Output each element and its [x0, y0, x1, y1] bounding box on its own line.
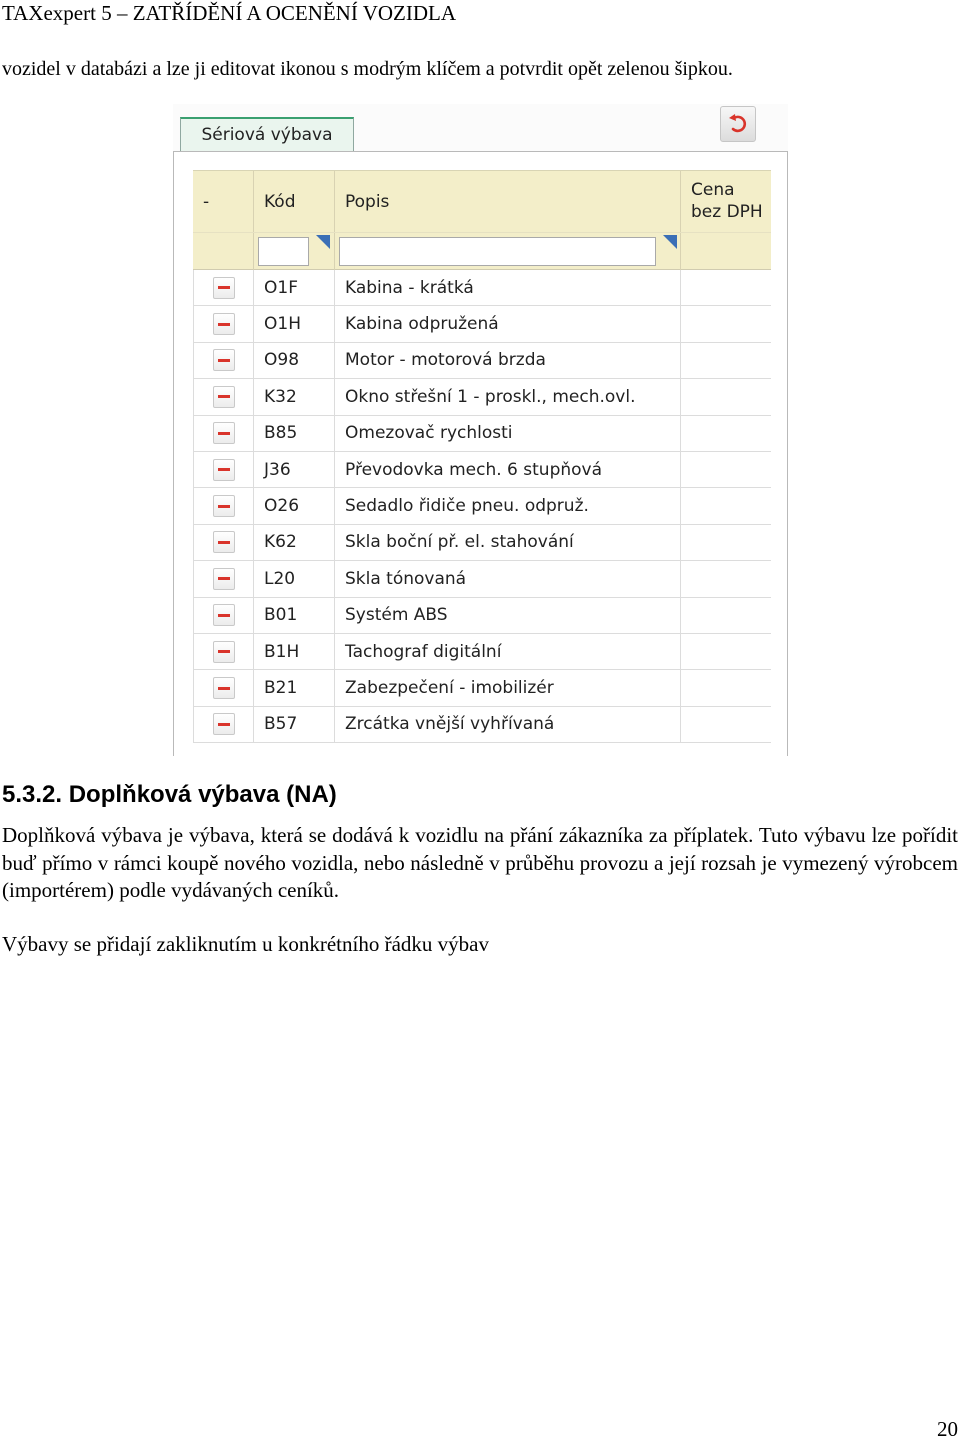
description-cell: Tachograf digitální — [335, 634, 681, 669]
table-row[interactable] — [193, 634, 771, 670]
table-row[interactable] — [193, 306, 771, 342]
price-cell — [681, 416, 771, 451]
price-cell — [681, 379, 771, 414]
column-header-price[interactable] — [681, 171, 771, 233]
description-cell: Skla tónovaná — [335, 561, 681, 596]
description-cell: Motor - motorová brzda — [335, 343, 681, 378]
minus-icon — [218, 650, 230, 653]
remove-button[interactable] — [213, 349, 235, 371]
code-cell: K32 — [254, 379, 335, 414]
minus-icon — [218, 468, 230, 471]
minus-icon — [218, 505, 230, 508]
code-cell: O1H — [254, 306, 335, 341]
remove-button[interactable] — [213, 277, 235, 299]
price-cell — [681, 452, 771, 487]
remove-cell — [193, 598, 254, 633]
table-row[interactable] — [193, 379, 771, 415]
tab-serial-equipment[interactable]: Sériová výbava — [180, 117, 354, 151]
undo-arrow-icon — [727, 113, 749, 135]
remove-cell — [193, 488, 254, 523]
column-header-code[interactable]: Kód — [254, 171, 335, 233]
table-row[interactable] — [193, 488, 771, 524]
price-cell — [681, 525, 771, 560]
description-cell: Omezovač rychlosti — [335, 416, 681, 451]
description-filter-input[interactable] — [339, 237, 656, 266]
code-cell: B57 — [254, 707, 335, 742]
equipment-panel — [173, 151, 788, 756]
remove-button[interactable] — [213, 495, 235, 517]
price-cell — [681, 343, 771, 378]
serial-equipment-screenshot — [173, 104, 788, 756]
remove-cell — [193, 634, 254, 669]
code-cell: L20 — [254, 561, 335, 596]
description-cell: Skla boční př. el. stahování — [335, 525, 681, 560]
description-cell: Sedadlo řidiče pneu. odpruž. — [335, 488, 681, 523]
code-cell: O1F — [254, 270, 335, 305]
code-cell: B1H — [254, 634, 335, 669]
minus-icon — [218, 359, 230, 362]
code-filter-input[interactable] — [258, 237, 309, 266]
remove-cell — [193, 525, 254, 560]
remove-button[interactable] — [213, 459, 235, 481]
remove-button[interactable] — [213, 422, 235, 444]
filter-row — [193, 232, 771, 270]
page-header: TAXexpert 5 – ZATŘÍDĚNÍ A OCENĚNÍ VOZIDLA — [2, 1, 457, 25]
minus-icon — [218, 541, 230, 544]
remove-cell — [193, 670, 254, 705]
column-header-description[interactable]: Popis — [335, 171, 681, 233]
code-cell: B21 — [254, 670, 335, 705]
price-cell — [681, 270, 771, 305]
minus-icon — [218, 286, 230, 289]
code-cell: B01 — [254, 598, 335, 633]
description-cell: Kabina - krátká — [335, 270, 681, 305]
remove-button[interactable] — [213, 568, 235, 590]
table-row[interactable] — [193, 270, 771, 306]
remove-button[interactable] — [213, 713, 235, 735]
table-row[interactable] — [193, 416, 771, 452]
code-cell: B85 — [254, 416, 335, 451]
code-cell: K62 — [254, 525, 335, 560]
minus-icon — [218, 395, 230, 398]
section-paragraph-2: Výbavy se přidají zakliknutím u konkrétního řádku výbav — [2, 932, 489, 956]
price-cell — [681, 707, 771, 742]
description-cell: Okno střešní 1 - proskl., mech.ovl. — [335, 379, 681, 414]
table-row[interactable] — [193, 707, 771, 743]
price-cell — [681, 488, 771, 523]
description-cell: Zrcátka vnější vyhřívaná — [335, 707, 681, 742]
column-header-price-line2: bez DPH — [691, 202, 763, 222]
section-paragraph: Doplňková výbava je výbava, která se dodává k vozidlu na přání zákazníka za příplatek. Tuto výbavu lze pořídit buď přímo v rámci koupě nového vozidla, nebo následně v průběhu provozu a její rozsah je vymezený výrobcem (importérem) podle vydávaných ceníků. — [2, 823, 958, 902]
filter-cell-code — [254, 233, 335, 271]
remove-cell — [193, 379, 254, 414]
description-cell: Systém ABS — [335, 598, 681, 633]
remove-button[interactable] — [213, 531, 235, 553]
remove-button[interactable] — [213, 386, 235, 408]
filter-marker-icon — [316, 235, 330, 249]
filter-cell-price — [681, 233, 771, 271]
description-cell: Zabezpečení - imobilizér — [335, 670, 681, 705]
price-cell — [681, 598, 771, 633]
remove-cell — [193, 306, 254, 341]
filter-marker-icon — [663, 235, 677, 249]
intro-text: vozidel v databázi a lze ji editovat ikonou s modrým klíčem a potvrdit opět zelenou šipkou. — [2, 58, 733, 80]
undo-button[interactable] — [720, 106, 756, 142]
table-row[interactable] — [193, 452, 771, 488]
remove-cell — [193, 343, 254, 378]
minus-icon — [218, 432, 230, 435]
filter-cell-description — [335, 233, 681, 271]
remove-button[interactable] — [213, 677, 235, 699]
screenshot-toolbar — [173, 104, 788, 152]
price-cell — [681, 306, 771, 341]
minus-icon — [218, 687, 230, 690]
price-cell — [681, 561, 771, 596]
table-row[interactable] — [193, 343, 771, 379]
remove-button[interactable] — [213, 641, 235, 663]
remove-cell — [193, 452, 254, 487]
remove-button[interactable] — [213, 313, 235, 335]
remove-cell — [193, 416, 254, 451]
minus-icon — [218, 723, 230, 726]
code-cell: O26 — [254, 488, 335, 523]
description-cell: Kabina odpružená — [335, 306, 681, 341]
table-header — [193, 170, 771, 232]
column-header-price-line1: Cena — [691, 180, 735, 200]
remove-cell — [193, 270, 254, 305]
description-cell: Převodovka mech. 6 stupňová — [335, 452, 681, 487]
code-cell: J36 — [254, 452, 335, 487]
column-header-select: - — [193, 171, 254, 233]
section-heading: 5.3.2. Doplňková výbava (NA) — [2, 781, 337, 808]
filter-cell-select — [193, 233, 254, 271]
page-number: 20 — [937, 1417, 958, 1441]
price-cell — [681, 634, 771, 669]
table-row[interactable] — [193, 561, 771, 597]
remove-cell — [193, 561, 254, 596]
table-row[interactable] — [193, 598, 771, 634]
remove-cell — [193, 707, 254, 742]
minus-icon — [218, 614, 230, 617]
minus-icon — [218, 323, 230, 326]
table-row[interactable] — [193, 525, 771, 561]
remove-button[interactable] — [213, 604, 235, 626]
table-row[interactable] — [193, 670, 771, 706]
price-cell — [681, 670, 771, 705]
minus-icon — [218, 577, 230, 580]
code-cell: O98 — [254, 343, 335, 378]
